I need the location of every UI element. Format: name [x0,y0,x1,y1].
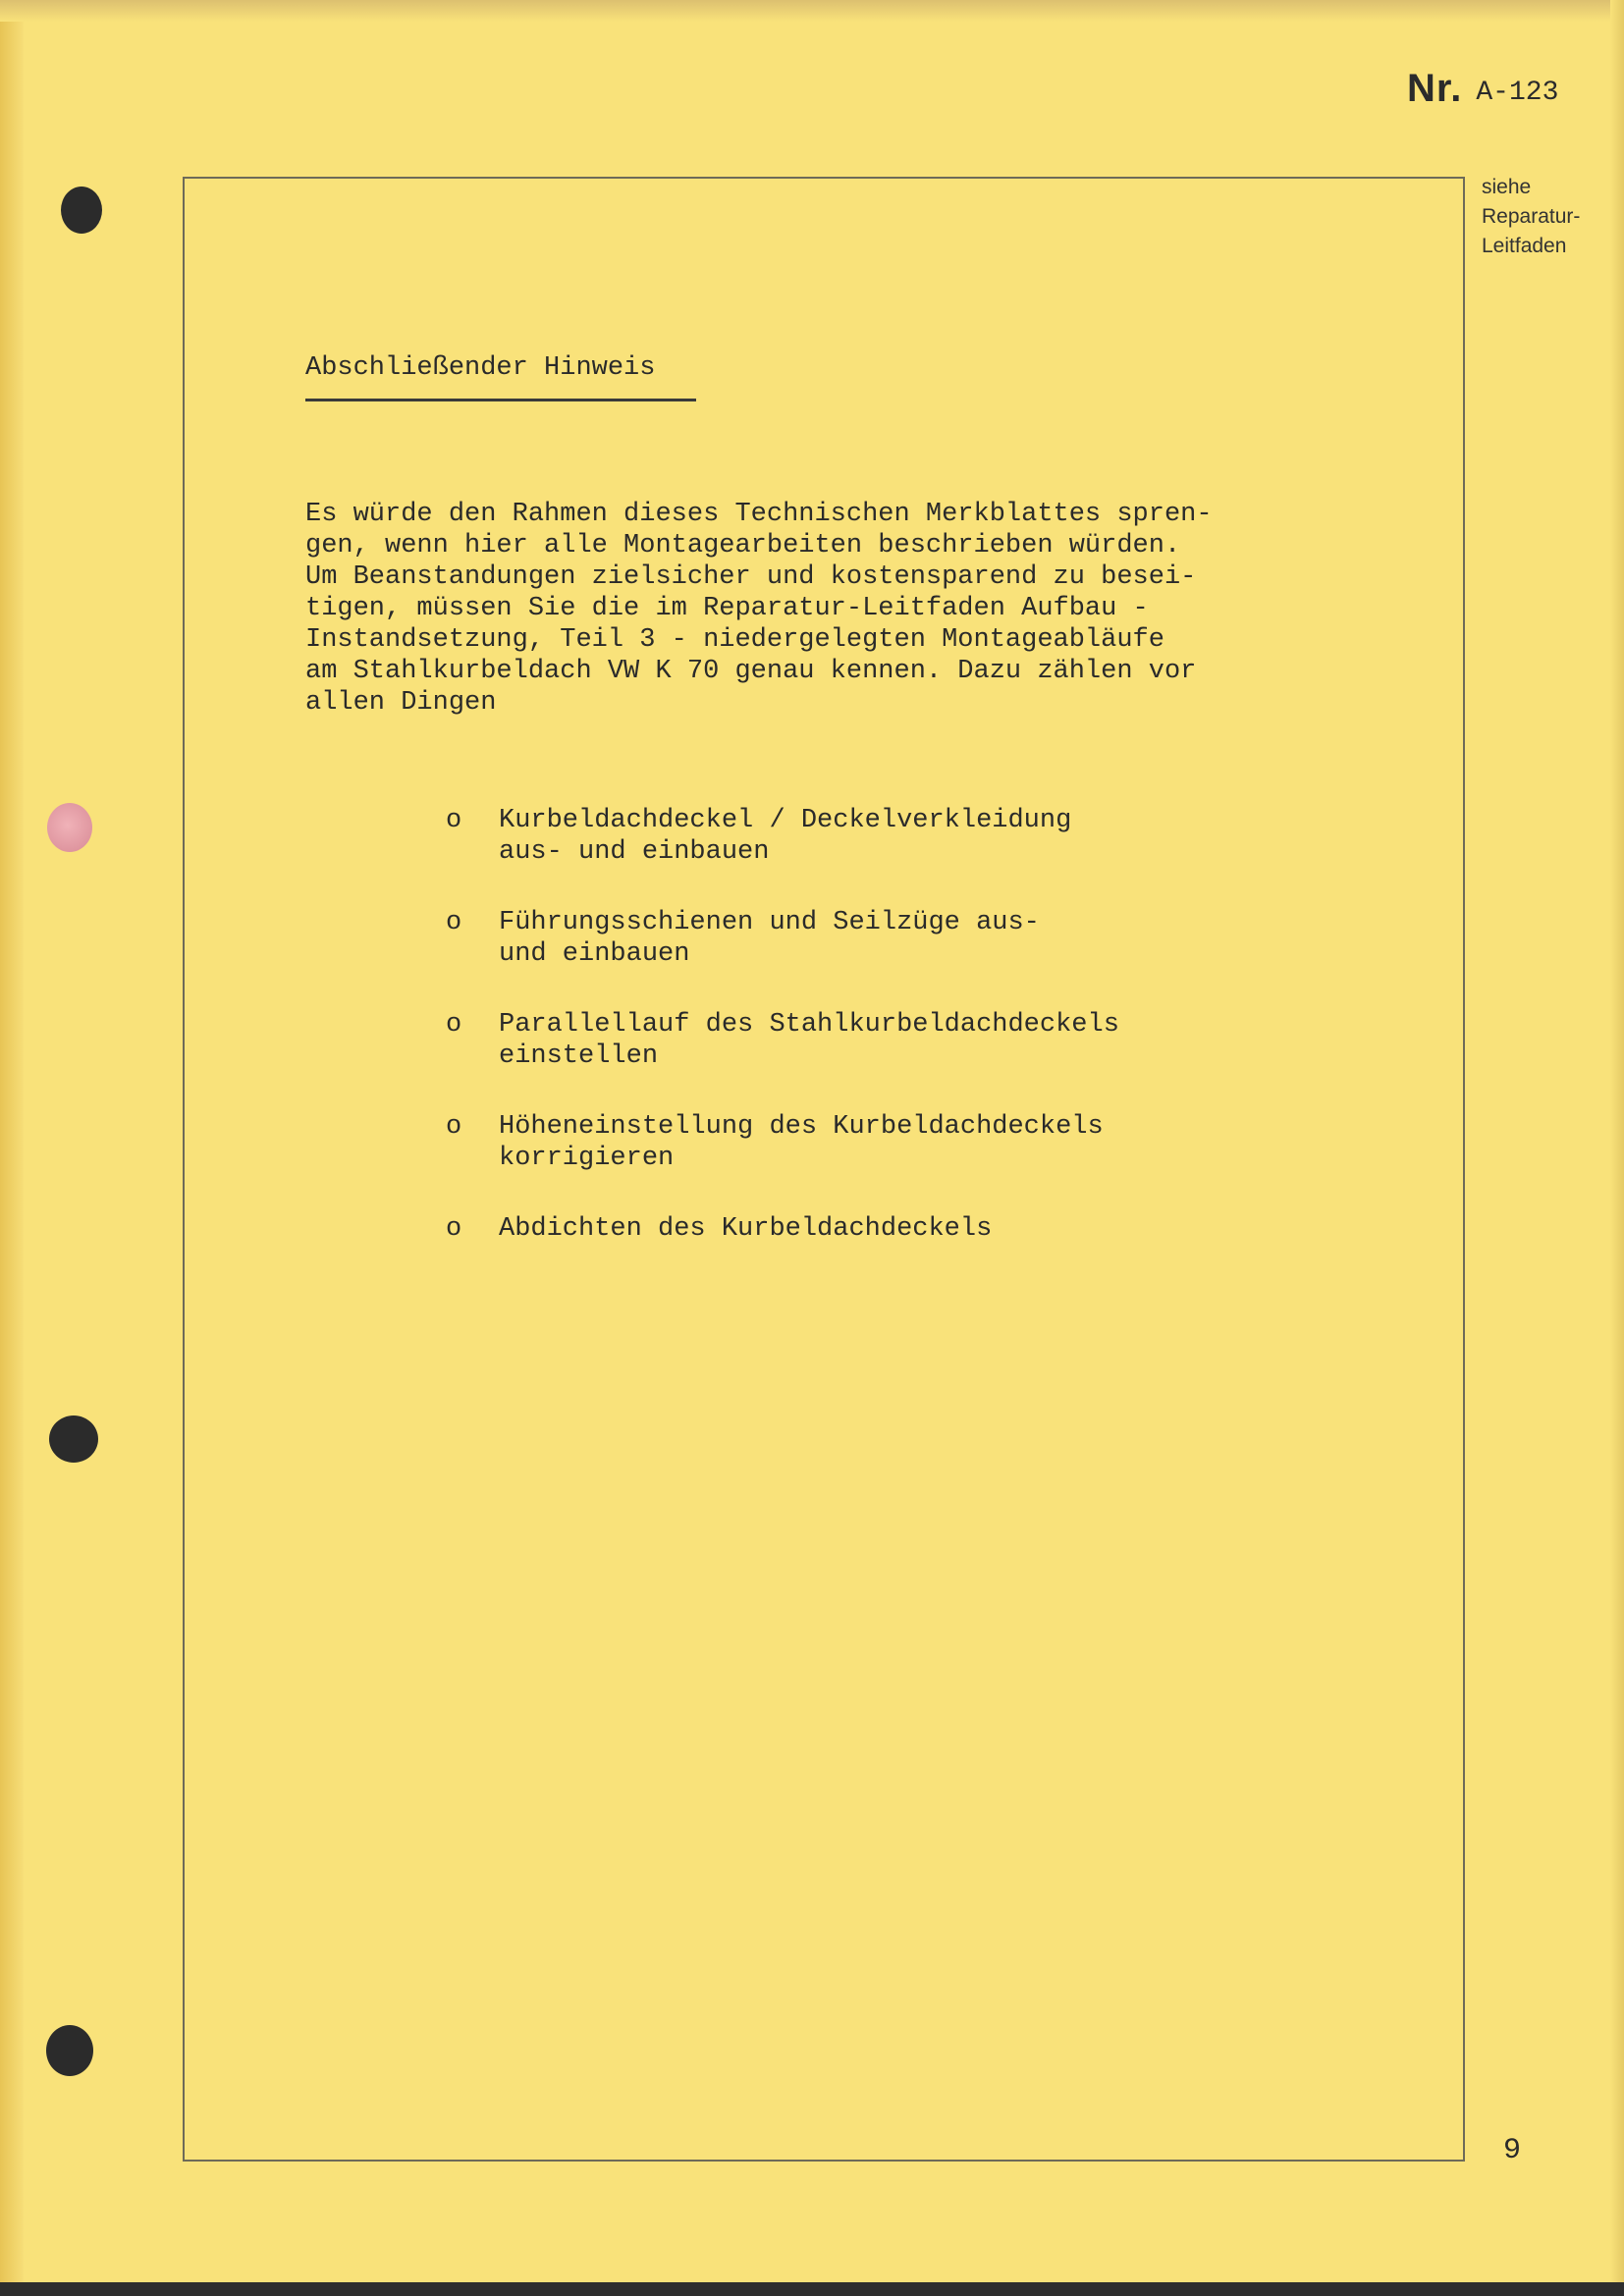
bullet-circle-icon: o [446,1112,462,1142]
punch-hole-3 [49,1415,98,1463]
margin-note-line: Leitfaden [1482,235,1567,257]
document-number [1407,67,1558,111]
task-list [446,805,1119,1284]
paragraph-line: Es würde den Rahmen dieses Technischen Merkblattes spren- [305,500,1213,529]
paper-edge-top [0,0,1624,22]
paragraph-line: tigen, müssen Sie die im Reparatur-Leitfaden Aufbau - [305,594,1149,623]
paragraph-line: gen, wenn hier alle Montagearbeiten beschrieben würden. [305,531,1181,561]
list-item-line: aus- und einbauen [499,837,770,867]
margin-note-line: Reparatur- [1482,205,1581,228]
nr-label: Nr. [1407,67,1463,110]
punch-hole-4 [46,2025,93,2076]
list-item-line: und einbauen [499,939,690,969]
margin-reference-note [1482,173,1580,261]
list-item-line: Kurbeldachdeckel / Deckelverkleidung [499,806,1072,835]
list-item [446,1111,1119,1174]
bullet-circle-icon: o [446,1010,462,1040]
list-item [446,1213,1119,1245]
paragraph-line: am Stahlkurbeldach VW K 70 genau kennen. Dazu zählen vor [305,657,1197,686]
paper-edge-right [1610,0,1624,2282]
punch-hole-1 [61,187,102,234]
list-item-line: Höheneinstellung des Kurbeldachdeckels [499,1112,1104,1142]
list-item-line: Abdichten des Kurbeldachdeckels [499,1214,993,1244]
paper-edge-left [0,0,24,2282]
bullet-circle-icon: o [446,1214,462,1244]
section-heading: Abschließender Hinweis [305,353,656,383]
list-item-line: korrigieren [499,1144,675,1173]
nr-value: A-123 [1476,78,1559,108]
heading-underline [305,399,696,401]
scan-background-strip [0,2282,1624,2296]
margin-note-line: siehe [1482,176,1532,198]
list-item [446,805,1119,868]
bullet-circle-icon: o [446,908,462,937]
list-item-line: Führungsschienen und Seilzüge aus- [499,908,1040,937]
punch-hole-2 [47,803,92,852]
paragraph-line: allen Dingen [305,688,497,718]
body-paragraph [305,499,1213,719]
list-item-line: Parallellauf des Stahlkurbeldachdeckels [499,1010,1119,1040]
paragraph-line: Um Beanstandungen zielsicher und kostensparend zu besei- [305,562,1197,592]
list-item-line: einstellen [499,1041,659,1071]
page-number: 9 [1503,2134,1522,2167]
paragraph-line: Instandsetzung, Teil 3 - niedergelegten Montageabläufe [305,625,1164,655]
bullet-circle-icon: o [446,806,462,835]
list-item [446,1009,1119,1072]
list-item [446,907,1119,970]
